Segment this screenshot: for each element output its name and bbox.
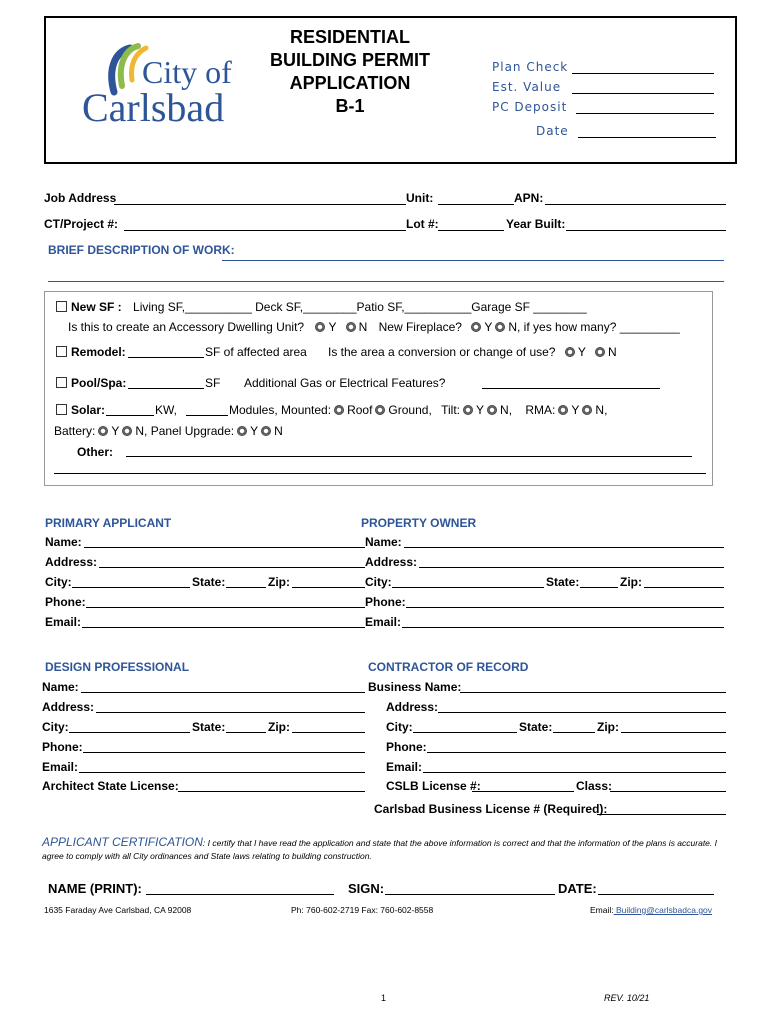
owner-city-label: City: bbox=[365, 575, 392, 589]
battery-no-label: N bbox=[135, 424, 145, 438]
applicant-zip-label: Zip: bbox=[268, 575, 290, 589]
contractor-zip-field[interactable] bbox=[621, 732, 726, 733]
design-professional-heading: DESIGN PROFESSIONAL bbox=[45, 660, 190, 674]
new-sf-row bbox=[56, 300, 587, 314]
cert-date-field[interactable] bbox=[598, 894, 714, 895]
contractor-phone-field[interactable] bbox=[427, 752, 726, 753]
conversion-question: Is the area a conversion or change of use? bbox=[328, 345, 556, 359]
gas-electrical-field[interactable] bbox=[482, 388, 660, 389]
business-name-field[interactable] bbox=[460, 692, 726, 693]
design-name-label: Name: bbox=[42, 680, 79, 694]
new-sf-detail: Living SF,__________ Deck SF,________Patio SF,__________Garage SF ________ bbox=[133, 300, 587, 314]
other-field[interactable] bbox=[126, 456, 692, 457]
tilt-label: Tilt: bbox=[441, 403, 461, 417]
owner-address-field[interactable] bbox=[419, 567, 724, 568]
est-value-field[interactable] bbox=[572, 93, 714, 94]
pool-checkbox[interactable] bbox=[56, 377, 67, 388]
certification-line-1: : I certify that I have read the application and state that the above information is correct and that the information of the plans is accurate. I bbox=[202, 838, 717, 848]
solar-kw-field[interactable] bbox=[106, 415, 154, 416]
pool-row bbox=[56, 376, 126, 390]
contractor-state-label: State: bbox=[519, 720, 553, 734]
applicant-name-field[interactable] bbox=[84, 547, 365, 548]
contractor-address-field[interactable] bbox=[438, 712, 726, 713]
kw-label: KW, bbox=[155, 403, 178, 417]
design-phone-field[interactable] bbox=[83, 752, 365, 753]
applicant-phone-label: Phone: bbox=[45, 595, 86, 609]
apn-field[interactable] bbox=[545, 204, 726, 205]
owner-zip-field[interactable] bbox=[644, 587, 724, 588]
panel-yes-radio[interactable] bbox=[237, 426, 247, 436]
est-value-label: Est. Value bbox=[492, 80, 562, 94]
pool-sf-field[interactable] bbox=[128, 388, 204, 389]
cslb-license-label: CSLB License #: bbox=[386, 779, 481, 793]
logo-text-city: City of bbox=[142, 54, 232, 90]
rma-yes-radio[interactable] bbox=[558, 405, 568, 415]
roof-radio[interactable] bbox=[334, 405, 344, 415]
title-line-4: B-1 bbox=[335, 96, 365, 116]
contractor-city-field[interactable] bbox=[413, 732, 517, 733]
panel-yes-label: Y bbox=[250, 424, 259, 438]
certification-text bbox=[42, 836, 717, 850]
pool-sf-label: SF bbox=[205, 376, 221, 390]
tilt-yes-label: Y bbox=[476, 403, 485, 417]
business-license-label: Carlsbad Business License # (Required): bbox=[374, 802, 608, 816]
design-city-field[interactable] bbox=[69, 732, 190, 733]
battery-yes-label: Y bbox=[111, 424, 120, 438]
contractor-heading: CONTRACTOR OF RECORD bbox=[368, 660, 529, 674]
adu-row bbox=[68, 320, 680, 334]
design-zip-field[interactable] bbox=[292, 732, 365, 733]
contractor-zip-label: Zip: bbox=[597, 720, 619, 734]
business-name-label: Business Name: bbox=[368, 680, 462, 694]
applicant-state-label: State: bbox=[192, 575, 226, 589]
tilt-yes-radio[interactable] bbox=[463, 405, 473, 415]
date-field[interactable] bbox=[578, 137, 716, 138]
certification-line-2: agree to comply with all City ordinances and State laws relating to building construction. bbox=[42, 851, 372, 861]
rma-no-label: N bbox=[595, 403, 605, 417]
title-line-2: BUILDING PERMIT bbox=[270, 50, 430, 70]
applicant-city-label: City: bbox=[45, 575, 72, 589]
rma-no-radio[interactable] bbox=[582, 405, 592, 415]
unit-field[interactable] bbox=[438, 204, 514, 205]
unit-label: Unit: bbox=[406, 191, 434, 205]
lot-label: Lot #: bbox=[406, 217, 439, 231]
lot-field[interactable] bbox=[438, 230, 504, 231]
adu-yes-label: Y bbox=[328, 320, 337, 334]
logo-text-carlsbad: Carlsbad bbox=[82, 85, 225, 130]
owner-name-label: Name: bbox=[365, 535, 402, 549]
ground-label: Ground, bbox=[388, 403, 432, 417]
contractor-address-label: Address: bbox=[386, 700, 439, 714]
architect-license-label: Architect State License: bbox=[42, 779, 179, 793]
job-address-field[interactable] bbox=[114, 204, 406, 205]
owner-state-field[interactable] bbox=[580, 587, 618, 588]
primary-applicant-heading: PRIMARY APPLICANT bbox=[45, 516, 172, 530]
plan-check-field[interactable] bbox=[572, 73, 714, 74]
contractor-state-field[interactable] bbox=[553, 732, 595, 733]
ct-project-label: CT/Project #: bbox=[44, 217, 119, 231]
solar-label: Solar: bbox=[71, 403, 106, 417]
fireplace-yes-label: Y bbox=[484, 320, 493, 334]
contractor-city-label: City: bbox=[386, 720, 413, 734]
name-print-label: NAME (PRINT): bbox=[48, 881, 142, 896]
page-number: 1 bbox=[381, 993, 387, 1003]
new-sf-checkbox[interactable] bbox=[56, 301, 67, 312]
year-built-label: Year Built: bbox=[506, 217, 566, 231]
remodel-sf-field[interactable] bbox=[128, 357, 204, 358]
tilt-no-label: N bbox=[500, 403, 509, 417]
remodel-label: Remodel: bbox=[71, 345, 126, 359]
owner-address-label: Address: bbox=[365, 555, 418, 569]
signature-field[interactable] bbox=[385, 894, 555, 895]
name-print-field[interactable] bbox=[146, 894, 334, 895]
adu-question: Is this to create an Accessory Dwelling Unit? bbox=[68, 320, 305, 334]
fireplace-yes-radio[interactable] bbox=[471, 322, 481, 332]
battery-no-radio[interactable] bbox=[122, 426, 132, 436]
adu-no-label: N bbox=[358, 320, 368, 334]
job-address-label: Job Address bbox=[44, 191, 117, 205]
other-field-line-2[interactable] bbox=[54, 473, 706, 474]
year-built-field[interactable] bbox=[566, 230, 726, 231]
class-field[interactable] bbox=[610, 791, 726, 792]
design-state-field[interactable] bbox=[226, 732, 266, 733]
sign-label: SIGN: bbox=[348, 881, 385, 896]
panel-no-radio[interactable] bbox=[261, 426, 271, 436]
owner-email-label: Email: bbox=[365, 615, 402, 629]
fireplace-no-radio[interactable] bbox=[495, 322, 505, 332]
adu-yes-radio[interactable] bbox=[315, 322, 325, 332]
battery-yes-radio[interactable] bbox=[98, 426, 108, 436]
design-phone-label: Phone: bbox=[42, 740, 83, 754]
brief-description-field[interactable] bbox=[222, 260, 724, 261]
contractor-email-field[interactable] bbox=[423, 772, 726, 773]
adu-no-radio[interactable] bbox=[346, 322, 356, 332]
form-title bbox=[245, 26, 455, 118]
owner-phone-label: Phone: bbox=[365, 595, 406, 609]
contractor-phone-label: Phone: bbox=[386, 740, 427, 754]
new-sf-label: New SF : bbox=[71, 300, 122, 314]
fireplace-no-label: N bbox=[508, 320, 518, 334]
property-owner-heading: PROPERTY OWNER bbox=[361, 516, 477, 530]
design-email-field[interactable] bbox=[79, 772, 365, 773]
conversion-no-label: N bbox=[607, 345, 617, 359]
architect-license-field[interactable] bbox=[178, 791, 365, 792]
applicant-city-field[interactable] bbox=[72, 587, 190, 588]
pc-deposit-label: PC Deposit bbox=[492, 100, 568, 114]
brief-description-label: BRIEF DESCRIPTION OF WORK: bbox=[48, 243, 235, 257]
pool-label: Pool/Spa: bbox=[71, 376, 127, 390]
remodel-row bbox=[56, 345, 126, 359]
panel-upgrade-label: , Panel Upgrade: bbox=[144, 424, 235, 438]
other-label: Other: bbox=[77, 445, 113, 459]
cert-date-label: DATE: bbox=[558, 881, 597, 896]
roof-label: Roof bbox=[347, 403, 373, 417]
owner-state-label: State: bbox=[546, 575, 580, 589]
applicant-name-label: Name: bbox=[45, 535, 82, 549]
battery-label: Battery: bbox=[54, 424, 96, 438]
certification-heading: APPLICANT CERTIFICATION bbox=[42, 835, 203, 849]
applicant-email-field[interactable] bbox=[82, 627, 365, 628]
contractor-email-label: Email: bbox=[386, 760, 423, 774]
modules-field[interactable] bbox=[186, 415, 228, 416]
design-state-label: State: bbox=[192, 720, 226, 734]
footer-phone: Ph: 760-602-2719 Fax: 760-602-8558 bbox=[291, 905, 434, 915]
fireplace-question: New Fireplace? bbox=[378, 320, 462, 334]
cslb-license-field[interactable] bbox=[472, 791, 574, 792]
remodel-sf-label: SF of affected area bbox=[205, 345, 307, 359]
remodel-checkbox[interactable] bbox=[56, 346, 67, 357]
plan-check-label: Plan Check bbox=[492, 60, 569, 74]
apn-label: APN: bbox=[514, 191, 544, 205]
owner-name-field[interactable] bbox=[404, 547, 724, 548]
gas-electrical-question: Additional Gas or Electrical Features? bbox=[244, 376, 446, 390]
owner-email-field[interactable] bbox=[402, 627, 724, 628]
title-line-1: RESIDENTIAL bbox=[289, 27, 410, 47]
solar-checkbox[interactable] bbox=[56, 404, 67, 415]
design-city-label: City: bbox=[42, 720, 69, 734]
conversion-yes-label: Y bbox=[577, 345, 586, 359]
solar-row bbox=[56, 403, 105, 417]
ground-radio[interactable] bbox=[375, 405, 385, 415]
applicant-phone-field[interactable] bbox=[86, 607, 365, 608]
design-name-field[interactable] bbox=[81, 692, 365, 693]
date-label: Date bbox=[536, 124, 569, 138]
pc-deposit-field[interactable] bbox=[576, 113, 714, 114]
owner-phone-field[interactable] bbox=[406, 607, 724, 608]
brief-description-line-2[interactable] bbox=[48, 281, 724, 282]
class-label: Class: bbox=[576, 779, 613, 793]
business-license-field[interactable] bbox=[597, 814, 726, 815]
title-line-3: APPLICATION bbox=[289, 73, 411, 93]
applicant-state-field[interactable] bbox=[226, 587, 266, 588]
applicant-zip-field[interactable] bbox=[292, 587, 365, 588]
rma-yes-label: Y bbox=[571, 403, 580, 417]
footer-email bbox=[590, 905, 712, 915]
design-zip-label: Zip: bbox=[268, 720, 290, 734]
footer-email-label: Email: bbox=[590, 905, 614, 915]
conversion-yes-radio[interactable] bbox=[565, 347, 575, 357]
design-address-label: Address: bbox=[42, 700, 95, 714]
footer-address: 1635 Faraday Ave Carlsbad, CA 92008 bbox=[44, 905, 192, 915]
revision-label: REV. 10/21 bbox=[604, 993, 650, 1003]
design-address-field[interactable] bbox=[96, 712, 365, 713]
footer-email-link[interactable]: Building@carlsbadca.gov bbox=[613, 905, 713, 915]
applicant-email-label: Email: bbox=[45, 615, 82, 629]
tilt-no-radio[interactable] bbox=[487, 405, 497, 415]
design-email-label: Email: bbox=[42, 760, 79, 774]
fireplace-count: , if yes how many? _________ bbox=[517, 320, 680, 334]
battery-row bbox=[54, 424, 283, 438]
mounted-row: Modules, Mounted: Roof Ground, Tilt: Y N, RMA: Y N, bbox=[229, 403, 608, 417]
ct-project-field[interactable] bbox=[124, 230, 406, 231]
rma-label: RMA: bbox=[525, 403, 556, 417]
owner-city-field[interactable] bbox=[392, 587, 544, 588]
conversion-no-radio[interactable] bbox=[595, 347, 605, 357]
owner-zip-label: Zip: bbox=[620, 575, 642, 589]
panel-no-label: N bbox=[274, 424, 283, 438]
modules-label: Modules, Mounted: bbox=[229, 403, 332, 417]
city-logo bbox=[78, 40, 238, 130]
applicant-address-label: Address: bbox=[45, 555, 98, 569]
applicant-address-field[interactable] bbox=[99, 567, 365, 568]
conversion-row bbox=[328, 345, 617, 359]
